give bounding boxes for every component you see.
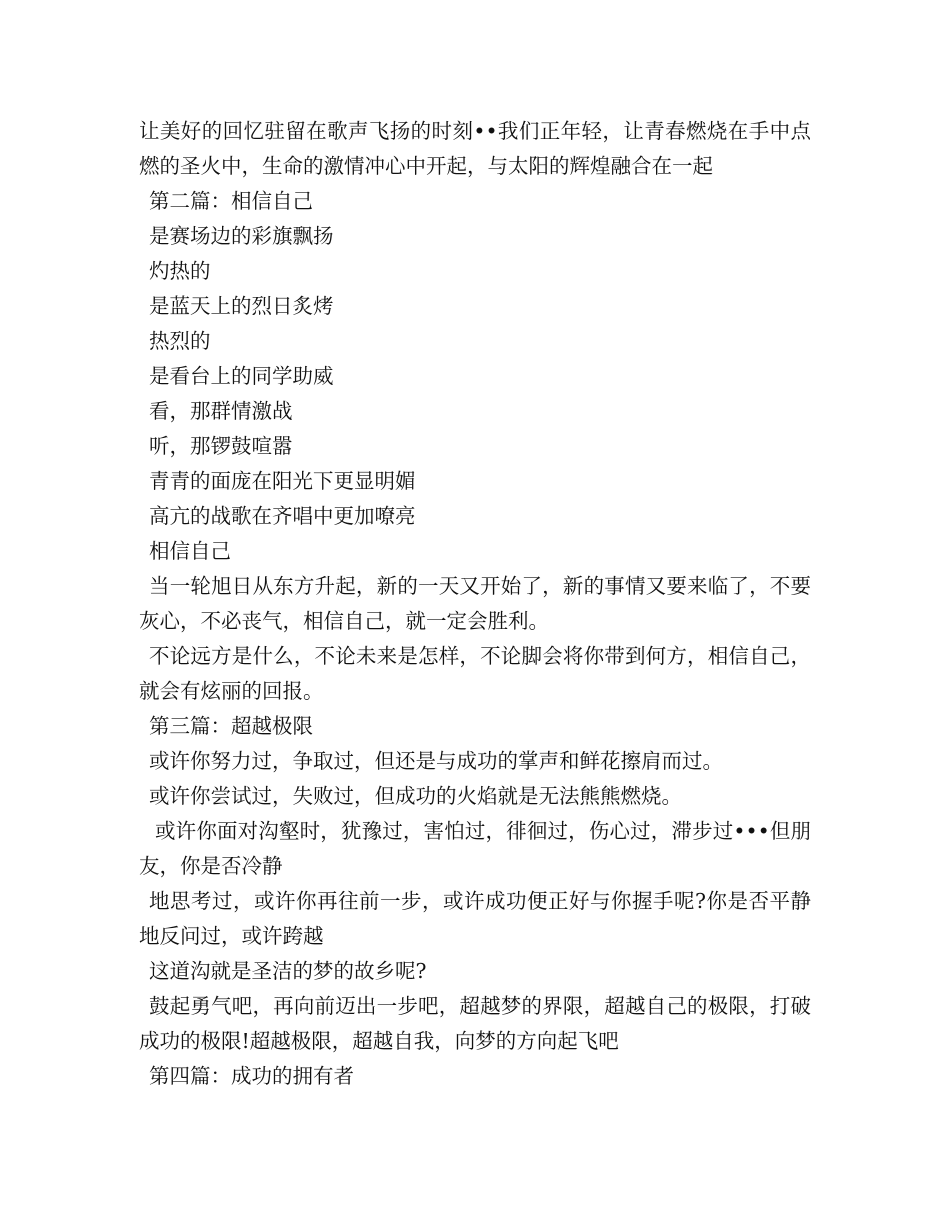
section-heading-2: 第二篇：相信自己 bbox=[149, 189, 313, 213]
paragraph bbox=[139, 569, 811, 639]
paragraph-text: 地思考过，或许你再往前一步，或许成功便正好与你握手呢?你是否平静地反问过，或许跨越 bbox=[139, 889, 811, 948]
paragraph-text: 当一轮旭日从东方升起，新的一天又开始了，新的事情又要来临了，不要灰心，不必丧气，相信自己，就一定会胜利。 bbox=[139, 574, 811, 633]
poem-line: 灼热的 bbox=[149, 259, 211, 283]
paragraph-intro: 让美好的回忆驻留在歌声飞扬的时刻••我们正年轻，让青春燃烧在手中点燃的圣火中，生命的激情冲心中开起，与太阳的辉煌融合在一起 bbox=[139, 119, 811, 178]
poem-line: 听，那锣鼓喧嚣 bbox=[149, 434, 293, 458]
paragraph bbox=[139, 884, 811, 954]
poem-line: 相信自己 bbox=[149, 539, 231, 563]
paragraph: 或许你努力过，争取过，但还是与成功的掌声和鲜花擦肩而过。 bbox=[149, 749, 723, 773]
paragraph bbox=[139, 814, 811, 884]
poem-line: 是蓝天上的烈日炙烤 bbox=[149, 294, 334, 318]
paragraph-text: 鼓起勇气吧，再向前迈出一步吧，超越梦的界限，超越自己的极限，打破成功的极限!超越极限，超越自我，向梦的方向起飞吧 bbox=[139, 994, 811, 1053]
poem-line: 青青的面庞在阳光下更显明媚 bbox=[149, 469, 416, 493]
poem-line: 是赛场边的彩旗飘扬 bbox=[149, 224, 334, 248]
poem-line: 看，那群情激战 bbox=[149, 399, 293, 423]
poem-line: 高亢的战歌在齐唱中更加嘹亮 bbox=[149, 504, 416, 528]
paragraph-text: 或许你面对沟壑时，犹豫过，害怕过，徘徊过，伤心过，滞步过•••但朋友，你是否冷静 bbox=[139, 819, 811, 878]
paragraph: 这道沟就是圣洁的梦的故乡呢? bbox=[149, 959, 427, 983]
paragraph bbox=[139, 639, 811, 709]
paragraph bbox=[139, 989, 811, 1059]
section-heading-3: 第三篇：超越极限 bbox=[149, 714, 313, 738]
poem-line: 热烈的 bbox=[149, 329, 211, 353]
section-heading-4: 第四篇：成功的拥有者 bbox=[149, 1064, 354, 1088]
poem-line: 是看台上的同学助威 bbox=[149, 364, 334, 388]
paragraph-text: 不论远方是什么，不论未来是怎样，不论脚会将你带到何方，相信自己，就会有炫丽的回报。 bbox=[139, 644, 811, 703]
document-page bbox=[139, 114, 811, 1094]
paragraph: 或许你尝试过，失败过，但成功的火焰就是无法熊熊燃烧。 bbox=[149, 784, 682, 808]
